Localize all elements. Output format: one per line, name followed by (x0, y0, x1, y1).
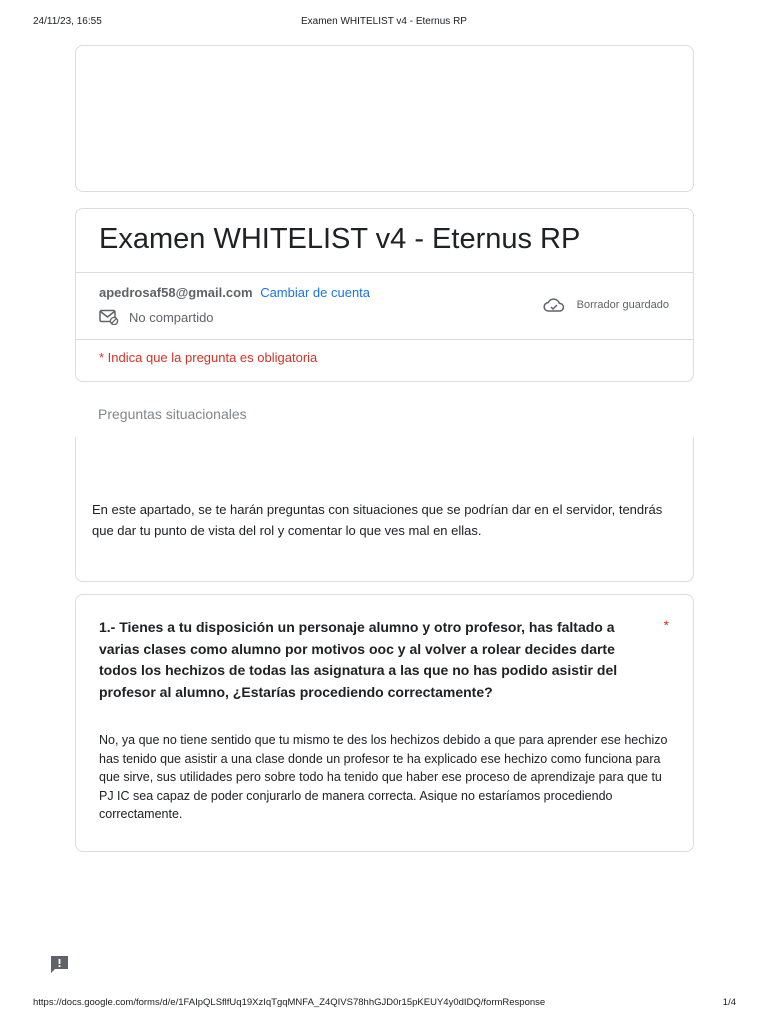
cloud-check-icon (543, 297, 565, 313)
print-header (0, 16, 768, 30)
form-header-banner (75, 45, 694, 192)
section-title: Preguntas situacionales (98, 406, 247, 422)
draft-saved-label: Borrador guardado (576, 299, 669, 311)
required-note: * Indica que la pregunta es obligatoria (99, 350, 318, 365)
print-datetime: 24/11/23, 16:55 (33, 16, 102, 27)
form-title: Examen WHITELIST v4 - Eternus RP (99, 223, 581, 255)
required-asterisk: * (663, 617, 669, 633)
not-shared-label: No compartido (129, 309, 214, 325)
account-email: apedrosaf58@gmail.com (99, 285, 253, 300)
section-description: En este apartado, se te harán preguntas con situaciones que se podrían dar en el servidor, tendrás que dar tu punto de vista del rol y comentar lo que ves mal en ellas. (92, 502, 663, 538)
print-footer (0, 997, 768, 1009)
print-url: https://docs.google.com/forms/d/e/1FAIpQLSflfUq19XzIqTgqMNFA_Z4QIVS78hhGJD0r15pKEUY4y0dIDQ/formResponse (33, 997, 546, 1008)
switch-account-link[interactable]: Cambiar de cuenta (260, 285, 371, 300)
question-title: 1.- Tienes a tu disposición un personaje alumno y otro profesor, has faltado a varias clases como alumno por motivos ooc y al volver a rolear decides darte todos los hechizos de todas las asignatura a las que no has podido asistir del profesor al alumno, ¿Estarías procediendo correctamente? (99, 619, 618, 700)
feedback-button[interactable] (49, 954, 70, 974)
print-page-number: 1/4 (722, 997, 736, 1008)
draft-status (543, 297, 669, 313)
feedback-icon (49, 954, 70, 974)
divider (76, 272, 693, 273)
question-card (75, 594, 694, 852)
print-doc-title: Examen WHITELIST v4 - Eternus RP (301, 16, 467, 27)
section-description-card (75, 437, 694, 582)
account-row (99, 285, 370, 300)
divider (76, 339, 693, 340)
share-status (99, 309, 214, 325)
answer-text: No, ya que no tiene sentido que tu mismo te des los hechizos debido a que para aprender ese hechizo has tenido que asistir a una clase donde un profesor te ha explicado ese hechizo como funciona para que sirve, sus utilidades pero sobre todo ha tenido que haber ese proceso de aprendizaje para que tu PJ IC sea capaz de poder conjurarlo de manera correcta. Asique no estaríamos procediendo correctamente. (99, 733, 668, 821)
form-title-card (75, 208, 694, 382)
mail-crossed-icon (99, 309, 119, 325)
